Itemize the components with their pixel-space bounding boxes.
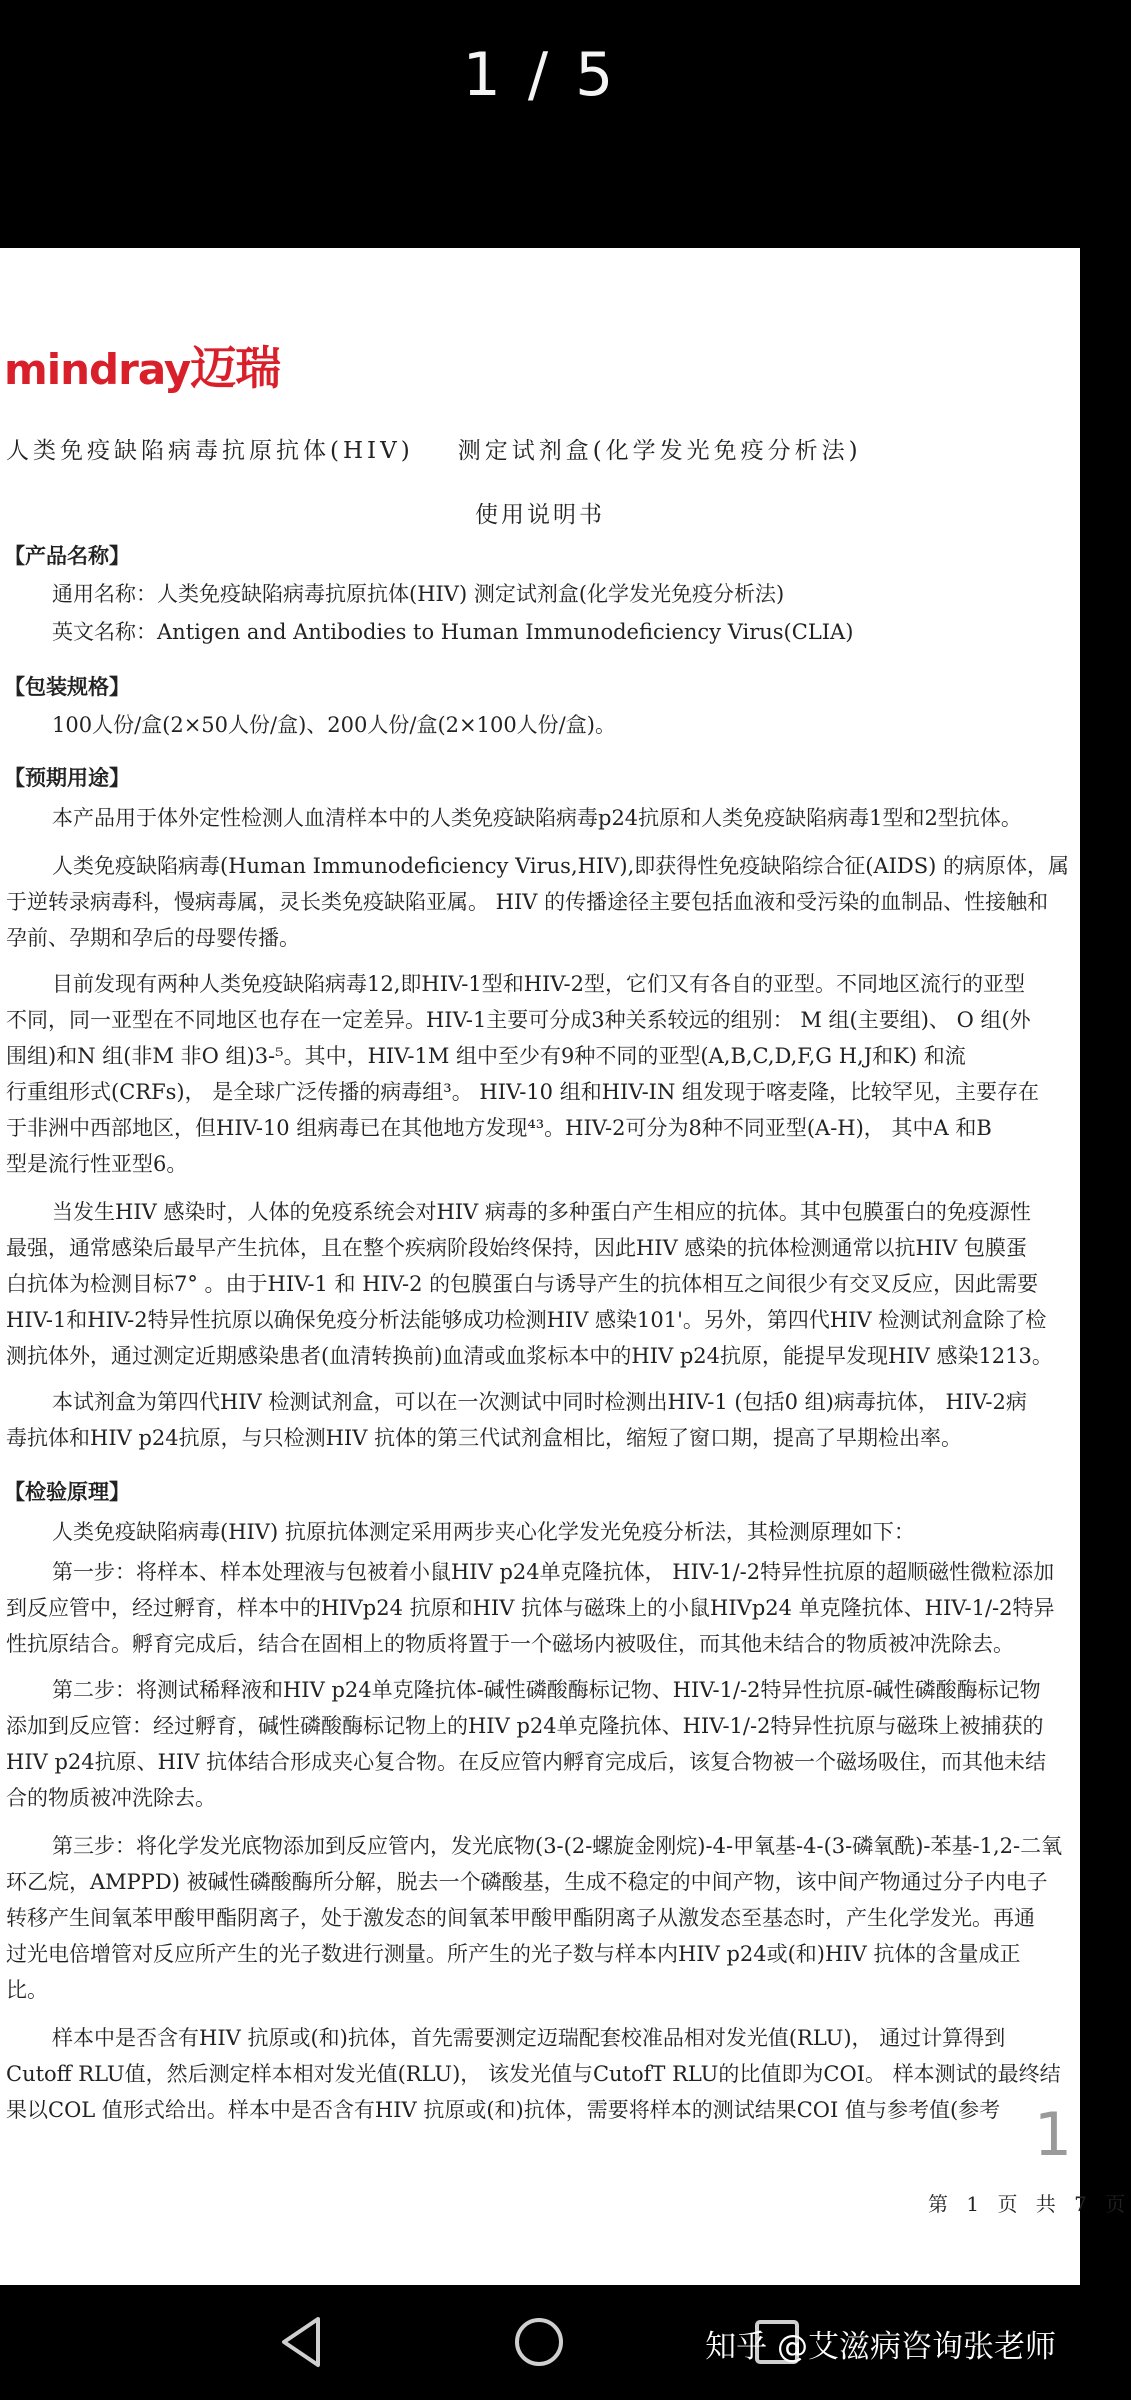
text-line: 果以COL 值形式给出。样本中是否含有HIV 抗原或(和)抗体，需要将样本的测试结果COI 值与参考值(参考 [6,2098,1001,2122]
footer-page-info: 第 1 页 共 7 页 [928,2192,1131,2216]
text-line: 围组)和N 组(非M 非O 组)3-⁵。其中，HIV-1M 组中至少有9种不同的亚型(A,B,C,D,F,G H,J和K) 和流 [6,1044,966,1068]
home-button[interactable] [504,2307,574,2377]
home-circle-icon [504,2307,574,2377]
text-line: 合的物质被冲洗除去。 [6,1786,216,1810]
text-line: 添加到反应管：经过孵育，碱性磷酸酶标记物上的HIV p24单克隆抗体、HIV-1/-2特异性抗原与磁珠上被捕获的 [6,1714,1044,1738]
text-line: 毒抗体和HIV p24抗原，与只检测HIV 抗体的第三代试剂盒相比，缩短了窗口期，提高了早期检出率。 [6,1426,963,1450]
text-line: 比。 [6,1978,48,2002]
text-line: 100人份/盒(2×50人份/盒)、200人份/盒(2×100人份/盒)。 [52,713,616,737]
brand-logo-zh: 迈瑞 [190,341,281,395]
section-heading: 【包装规格】 [4,674,130,699]
brand-logo [4,332,280,398]
brand-logo-en: mindray [4,345,191,394]
text-line: 孕前、孕期和孕后的母婴传播。 [6,926,300,950]
text-line: 本试剂盒为第四代HIV 检测试剂盒，可以在一次测试中同时检测出HIV-1 (包括0 组)病毒抗体， HIV-2病 [52,1390,1027,1414]
text-line: 目前发现有两种人类免疫缺陷病毒12,即HIV-1型和HIV-2型，它们又有各自的亚型。不同地区流行的亚型 [52,972,1025,996]
document-title [6,432,862,465]
text-line: 型是流行性亚型6。 [6,1152,188,1176]
text-line: 于非洲中西部地区，但HIV-10 组病毒已在其他地方发现⁴³。HIV-2可分为8种不同亚型(A-H)， 其中A 和B [6,1116,992,1140]
title-right: 测定试剂盒(化学发光免疫分析法) [457,438,862,464]
text-line: 性抗原结合。孵育完成后，结合在固相上的物质将置于一个磁场内被吸住，而其他未结合的物质被冲洗除去。 [6,1632,1014,1656]
text-line: 转移产生间氧苯甲酸甲酯阴离子，处于激发态的间氧苯甲酸甲酯阴离子从激发态至基态时，产生化学发光。再通 [6,1906,1035,1930]
text-line: 人类免疫缺陷病毒(HIV) 抗原抗体测定采用两步夹心化学发光免疫分析法，其检测原理如下： [52,1520,915,1544]
page-number-indicator: 1 [1033,2100,1072,2170]
text-line: 样本中是否含有HIV 抗原或(和)抗体，首先需要测定迈瑞配套校准品相对发光值(RLU)， 通过计算得到 [52,2026,1006,2050]
text-line: 通用名称：人类免疫缺陷病毒抗原抗体(HIV) 测定试剂盒(化学发光免疫分析法) [52,582,785,606]
back-button[interactable] [268,2307,338,2377]
page-counter: 1 / 5 [462,40,618,110]
navigation-bar [0,2285,1080,2400]
title-left: 人类免疫缺陷病毒抗原抗体(HIV) [6,438,414,464]
text-line: 到反应管中，经过孵育，样本中的HIVp24 抗原和HIV 抗体与磁珠上的小鼠HIVp24 单克隆抗体、HIV-1/-2特异 [6,1596,1055,1620]
text-line: 第一步：将样本、样本处理液与包被着小鼠HIV p24单克隆抗体， HIV-1/-2特异性抗原的超顺磁性微粒添加 [52,1560,1055,1584]
text-line: 第二步：将测试稀释液和HIV p24单克隆抗体-碱性磷酸酶标记物、HIV-1/-2特异性抗原-碱性磷酸酶标记物 [52,1678,1041,1702]
text-line: 第三步：将化学发光底物添加到反应管内，发光底物(3-(2-螺旋金刚烷)-4-甲氧基-4-(3-磷氧酰)-苯基-1,2-二氧 [52,1834,1063,1858]
text-line: Cutoff RLU值，然后测定样本相对发光值(RLU)， 该发光值与CutofT RLU的比值即为COI。 样本测试的最终结 [6,2062,1061,2086]
viewer-top-bar [0,0,1080,248]
text-line: 白抗体为检测目标7° 。由于HIV-1 和 HIV-2 的包膜蛋白与诱导产生的抗体相互之间很少有交叉反应，因此需要 [6,1272,1039,1296]
section-heading: 【预期用途】 [4,765,130,790]
text-line: 最强，通常感染后最早产生抗体，且在整个疾病阶段始终保持，因此HIV 感染的抗体检测通常以抗HIV 包膜蛋 [6,1236,1027,1260]
text-line: 当发生HIV 感染时，人体的免疫系统会对HIV 病毒的多种蛋白产生相应的抗体。其中包膜蛋白的免疫源性 [52,1200,1031,1224]
section-heading: 【检验原理】 [4,1479,130,1504]
section-heading: 【产品名称】 [4,543,130,568]
text-line: 英文名称：Antigen and Antibodies to Human Immunodeficiency Virus(CLIA) [52,620,854,644]
watermark-text: 知乎 @艾滋病咨询张老师 [705,2329,1056,2365]
text-line: 过光电倍增管对反应所产生的光子数进行测量。所产生的光子数与样本内HIV p24或(和)HIV 抗体的含量成正 [6,1942,1021,1966]
text-line: 测抗体外，通过测定近期感染患者(血清转换前)血清或血浆标本中的HIV p24抗原，能提早发现HIV 感染1213。 [6,1344,1053,1368]
text-line: 行重组形式(CRFs)， 是全球广泛传播的病毒组³。 HIV-10 组和HIV-IN 组发现于喀麦隆，比较罕见，主要存在 [6,1080,1040,1104]
text-line: HIV p24抗原、HIV 抗体结合形成夹心复合物。在反应管内孵育完成后，该复合物被一个磁场吸住，而其他未结 [6,1750,1047,1774]
text-line: 于逆转录病毒科，慢病毒属，灵长类免疫缺陷亚属。 HIV 的传播途径主要包括血液和受污染的血制品、性接触和 [6,890,1049,914]
text-line: 本产品用于体外定性检测人血清样本中的人类免疫缺陷病毒p24抗原和人类免疫缺陷病毒1型和2型抗体。 [52,806,1022,830]
text-line: HIV-1和HIV-2特异性抗原以确保免疫分析法能够成功检测HIV 感染101'。另外，第四代HIV 检测试剂盒除了检 [6,1308,1047,1332]
text-line: 环乙烷，AMPPD) 被碱性磷酸酶所分解，脱去一个磷酸基，生成不稳定的中间产物，该中间产物通过分子内电子 [6,1870,1048,1894]
document-subtitle: 使用说明书 [475,502,605,528]
back-triangle-icon [268,2307,338,2377]
text-line: 不同，同一亚型在不同地区也存在一定差异。HIV-1主要可分成3种关系较远的组别： M 组(主要组)、 O 组(外 [6,1008,1031,1032]
text-line: 人类免疫缺陷病毒(Human Immunodeficiency Virus,HIV),即获得性免疫缺陷综合征(AIDS) 的病原体，属 [52,854,1070,878]
document-page[interactable] [0,248,1131,2285]
